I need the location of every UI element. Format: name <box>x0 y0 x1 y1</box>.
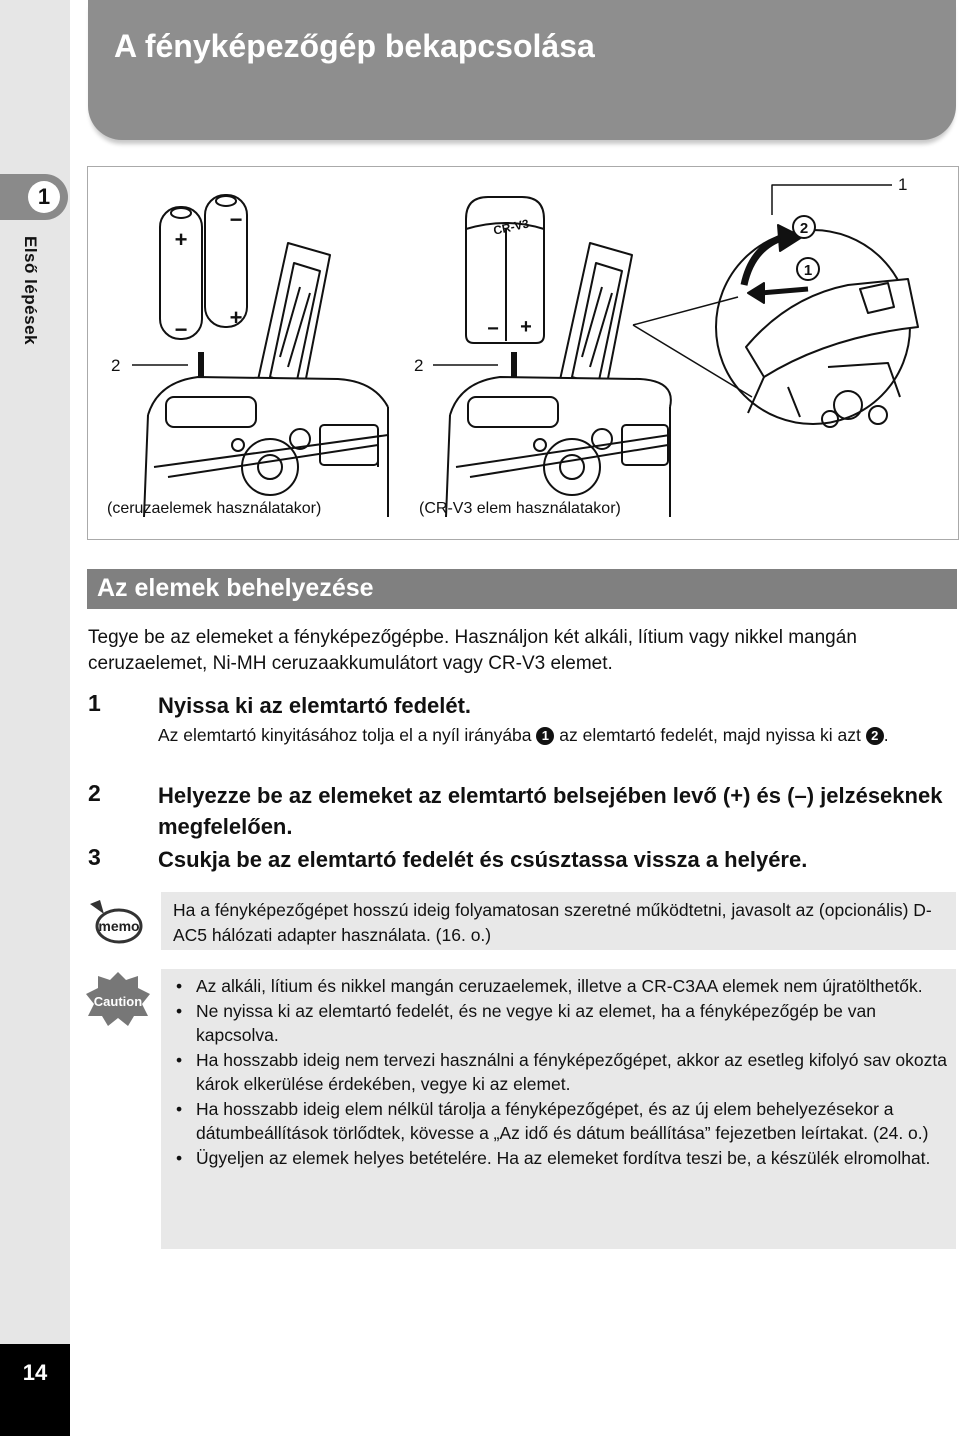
caution-icon <box>84 970 152 1031</box>
section-title: Az elemek behelyezése <box>97 574 374 602</box>
caption-aa: (ceruzaelemek használatakor) <box>107 500 322 517</box>
step-number: 2 <box>88 780 101 806</box>
caution-item: • Ha hosszabb ideig elem nélkül tárolja a fényképezőgépet, és az új elem behelyezésekor a dátumbeállítások törlődtek, kövesse a „Az idő és dátum beállítása” fejezetben leírtakat. (24. o.) <box>173 1097 953 1146</box>
step-desc-part: az elemtartó fedelét, majd nyissa ki azt <box>559 725 861 745</box>
caution-item: • Ügyeljen az elemek helyes betételére. Ha az elemeket fordítva teszi be, a készülék elromolhat. <box>173 1146 953 1171</box>
caution-item: • Az alkáli, lítium és nikkel mangán ceruzaelemek, illetve a CR-C3AA elemek nem újratölthetők. <box>173 974 953 999</box>
page-header <box>88 0 956 140</box>
chapter-name: Első lépések <box>21 236 40 346</box>
section-intro: Tegye be az elemeket a fényképezőgépbe. Használjon két alkáli, lítium vagy nikkel mangán ceruzaelemet, Ni-MH ceruzaakkumulátort vagy CR-V3 elemet. <box>88 627 857 674</box>
callout-2-middle: 2 <box>414 356 424 375</box>
caution-icon-label: Caution <box>93 994 143 1009</box>
memo-box <box>161 892 956 950</box>
crv3-battery <box>466 197 544 343</box>
caution-box <box>161 969 956 1249</box>
section-header <box>87 569 957 609</box>
step-title: Csukja be az elemtartó fedelét és csúsztassa vissza a helyére. <box>158 847 808 872</box>
step-title: Helyezze be az elemeket az elemtartó belsejében levő (+) és (–) jelzéseknek megfelelően. <box>158 783 943 839</box>
step-desc-part: Az elemtartó kinyitásához tolja el a nyíl irányába <box>158 725 532 745</box>
memo-text: Ha a fényképezőgépet hosszú ideig folyamatosan szeretné működtetni, javasolt az (opcionális) D-AC5 hálózati adapter használata. (16. o.) <box>173 900 932 945</box>
caution-list <box>173 974 953 1170</box>
caution-item: • Ne nyissa ki az elemtartó fedelét, és ne vegye ki az elemet, ha a fényképezőgép be van kapcsolva. <box>173 999 953 1048</box>
battery-minus-1: − <box>174 317 188 342</box>
crv3-minus: − <box>487 318 499 340</box>
camera-battery-drawing <box>88 167 958 539</box>
page-number: 14 <box>22 1360 48 1385</box>
chapter-tab <box>0 174 70 220</box>
page-title: A fényképezőgép bekapcsolása <box>114 28 595 64</box>
circled-number-2: 2 <box>866 727 884 745</box>
step-description <box>158 722 958 748</box>
page-number-box <box>0 1344 70 1436</box>
crv3-plus: + <box>520 316 532 338</box>
step-circle-1-label: 1 <box>803 262 813 279</box>
step-number: 1 <box>88 690 101 716</box>
step-number: 3 <box>88 844 101 870</box>
memo-icon <box>86 898 144 951</box>
callout-2-left: 2 <box>111 356 121 375</box>
caption-crv3: (CR-V3 elem használatakor) <box>419 500 621 517</box>
caution-item: • Ha hosszabb ideig nem tervezi használni a fényképezőgépet, akkor az esetleg kifolyó sav okozta károk elkerülése érdekében, vegye ki az elemet. <box>173 1048 953 1097</box>
memo-icon-label: memo <box>98 918 140 934</box>
battery-illustration <box>87 166 959 540</box>
battery-minus-2: − <box>229 207 243 232</box>
step-circle-2 <box>793 216 815 238</box>
step-desc-part: . <box>883 725 889 745</box>
step-circle-1 <box>797 258 819 280</box>
battery-plus-1: + <box>174 227 188 252</box>
chapter-number: 1 <box>28 181 60 213</box>
callout-1: 1 <box>898 175 908 194</box>
battery-plus-2: + <box>229 305 243 330</box>
crv3-label: CR-V3 <box>492 216 531 238</box>
step-title: Nyissa ki az elemtartó fedelét. <box>158 693 472 718</box>
step-circle-2-label: 2 <box>799 220 809 237</box>
circled-number-1: 1 <box>536 727 554 745</box>
